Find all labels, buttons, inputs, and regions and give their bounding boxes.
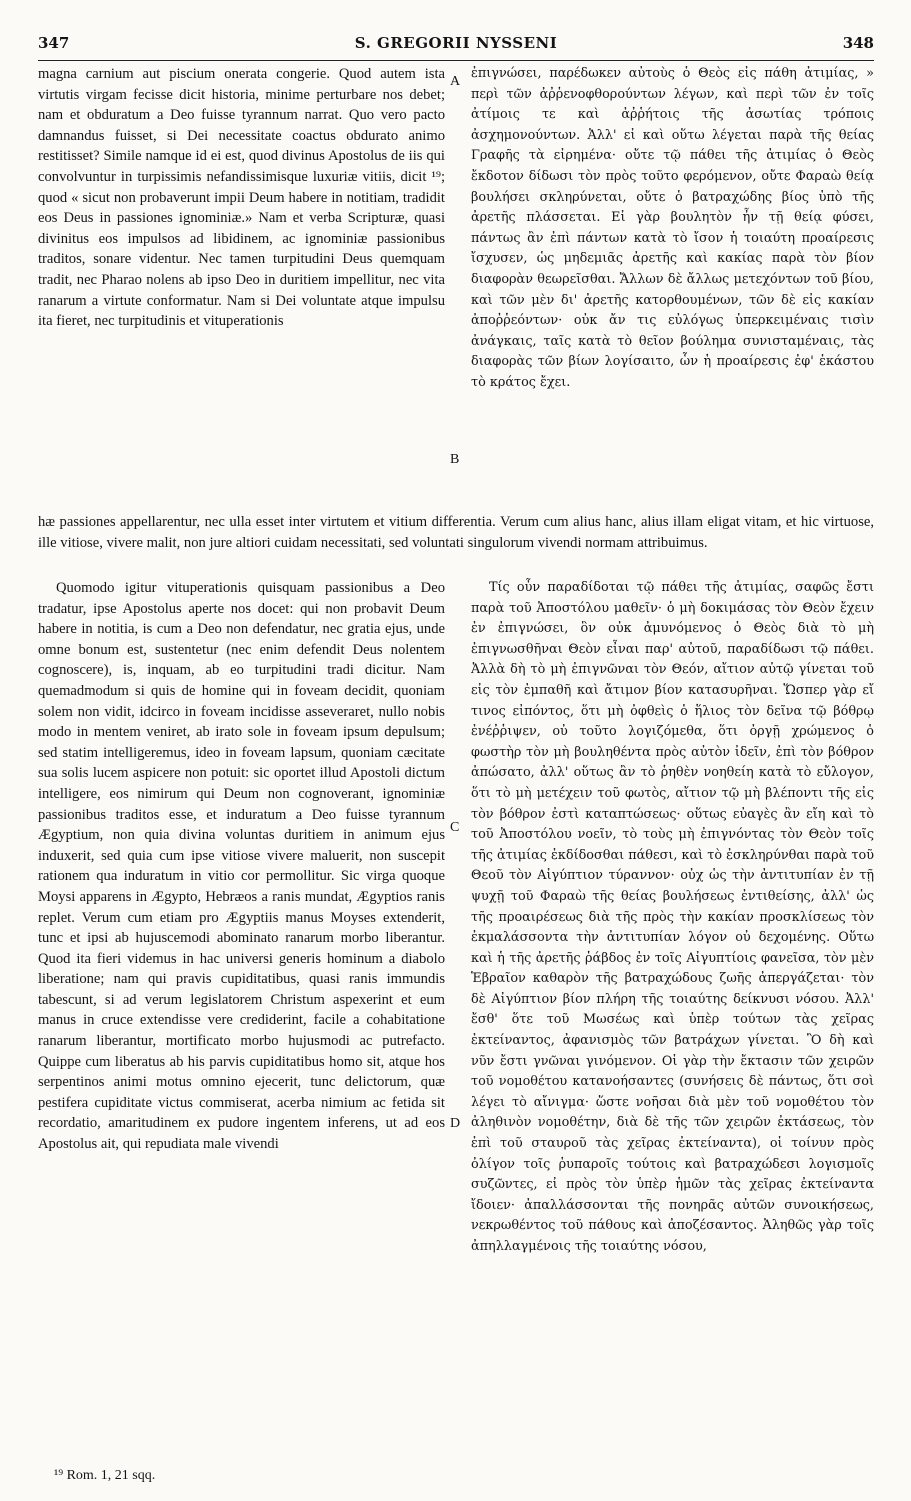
left-page-number: 347 <box>38 34 70 52</box>
header-rule <box>38 60 874 61</box>
margin-mark-a: A <box>450 74 461 89</box>
latin-column-top <box>38 64 445 494</box>
footnote: ¹⁹ Rom. 1, 21 sqq. <box>54 1468 156 1483</box>
greek-paragraph: ἐπιγνώσει, παρέδωκεν αὐτοὺς ὁ Θεὸς εἰς πάθη ἀτιμίας, » περὶ τῶν ἀῤῥενοφθορούντων λέγων, καὶ περὶ τῶν ἐν τοῖς ἀτίμοις τε καὶ ἀῤῥήτοις τῆς ἀσωτίας τρόποις ἀσχημονούντων. Ἀλλ' εἰ καὶ οὕτω λέγεται παρὰ τῆς θείας Γραφῆς τὰ εἰρημένα· οὔτε τῷ πάθει τῆς ἀτιμίας ὁ Θεὸς ἔκδοτον δίδωσι τὸν πρὸς τοῦτο φερόμενον, οὔτε Φαραὼ θείᾳ βουλήσει σκληρύνεται, οὔτε ὁ βατραχώδης βίος ὑπὸ τῆς ἀρετῆς πλάσσεται. Εἰ γὰρ βουλητὸν ἦν τῇ θείᾳ φύσει, πάντως ἂν ἐπὶ πάντων κατὰ τὸ ἴσον ἡ τοιαύτη προαίρεσις ἴσχυσεν, ὡς μηδεμιᾶς ἀρετῆς καὶ κακίας παρὰ τὸν βίον διαφορὰν θεωρεῖσθαι. Ἄλλων δὲ ἄλλως μετεχόντων τοῦ βίου, καὶ τῶν μὲν δι' ἀρετῆς κατορθουμένων, τῶν δὲ εἰς κακίαν ἀποῤῥεόντων· οὐκ ἄν τις εὐλόγως ὑπερκειμέναις τισὶν ἀνάγκαις, ταῖς κατὰ τὸ θεῖον βούλημα συνισταμέναις, τὰς διαφορὰς τῶν βίων λογίσαιτο, ὧν ἡ προαίρεσις ἐφ' ἑκάστου τὸ κράτος ἔχει. <box>471 66 874 390</box>
margin-mark-d: D <box>450 1116 461 1131</box>
greek-column-bottom <box>471 578 874 1458</box>
latin-paragraph: hæ passiones appellarentur, nec ulla esset inter virtutem et vitium differentia. Verum cum alius hanc, alius illam eligat vitam, et hic virtuose, ille vitiose, vivere malit, non jure altiori cuidam necessitati, sed voluntati singulorum vivendi normam attribuimus. <box>38 514 874 551</box>
margin-mark-c: C <box>450 820 460 835</box>
margin-mark-b: B <box>450 452 460 467</box>
running-header <box>38 30 874 60</box>
latin-full-width-text <box>38 512 874 576</box>
latin-paragraph: Quomodo igitur vituperationis quisquam passionibus a Deo tradatur, ipse Apostolus aperte nos docet: qui non probavit Deum habere in notitia, is cum a Deo non defendatur, nec gratia ejus, unde omne bonum est, sustentetur (nec enim defendit Deus nolentem cognoscere), is, inquam, ab eo turpitudini tradi dicitur. Nam quemadmodum si quis de homine qui in foveam decidit, quoniam solem non vidit, idcirco in foveam incidisse asseveraret, nullo nobis modo in mentem veniret, ab irato sole in foveam ipsum depulsum; sed statim intelligeremus, ideo in foveam lapsum, quoniam cæcitate sua solis lucem aspicere non potuit: sic oportet illud Apostoli dictum intelligere, eos nimirum qui Deum non cognoverant, ignominiæ passionibus traditos esse, et induratum a Deo fuisse tyrannum Ægyptium, non quia divina voluntas duritiem in animum ejus induxerit, sed quia cum ipse vitiose vivere maluerit, non suscepit rationem qua induratum in vitio cor permollitur. Sic virga quoque Moysi apparens in Ægypto, Hebræos a ranis mundat, Ægyptios ranis replet. Verum cum etiam pro Ægyptiis manus Moyses extenderit, tunc et ipsi ab hujuscemodi abominato ranarum morbo liberantur. Quod ita fieri videmus in hac universi generis hominum a diabolo liberatione; nam qui pravis cupiditatibus, quasi ranis immundis tabescunt, si ad verum legislatorem Christum aspexerint et eum manus in cruce extendisse vere crediderint, facile a cohabitatione ranarum liberantur, mortificato morbo hujusmodi ac putrefacto. Quippe cum liberatus ab his parvis cupiditatibus homo sit, atque hos serpentinos animi motus omnino ejecerit, tunc delictorum, quæ pestifera cupiditate victus commiserat, acerba nimium ac fetida sit recordatio, amaritudinem ex pudore ingentem inferens, ut ad eos Apostolus ait, qui repudiata male vivendi <box>38 580 445 1153</box>
latin-column-bottom <box>38 578 445 1458</box>
greek-column-top <box>471 64 874 494</box>
book-page <box>38 30 874 1483</box>
running-title: S. GREGORII NYSSENI <box>354 34 558 52</box>
greek-paragraph: Τίς οὖν παραδίδοται τῷ πάθει τῆς ἀτιμίας, σαφῶς ἔστι παρὰ τοῦ Ἀποστόλου μαθεῖν· ὁ μὴ δοκιμάσας τὸν Θεὸν ἔχειν ἐν ἐπιγνώσει, ὃν οὐκ ἀμυνόμενος ὁ Θεὸς διὰ τὸ μὴ ἐπιγνωσθῆναι Θεὸν εἶναι παρ' αὐτοῦ, παραδίδωσι τῷ πάθει. Ἀλλὰ δὴ τὸ μὴ ἐπιγνῶναι τὸν Θεόν, αἴτιον αὐτῷ γίνεται τοῦ εἰς τὸν ἐμπαθῆ καὶ ἄτιμον βίον κατασυρῆναι. Ὥσπερ γὰρ εἴ τινος εἰπόντος, ὅτι μὴ ὀφθεὶς ὁ ἥλιος τὸν δεῖνα τῷ βόθρῳ ἐνέῤῥιψεν, οὐ τοῦτο λογιζόμεθα, ὅτι ὀργῇ χρώμενος ὁ φωστὴρ τὸν μὴ βουληθέντα πρὸς αὐτὸν ἰδεῖν, ἐπὶ τὸν βόθρον ἀπώσατο, ἀλλ' οὕτως ἂν τὸ ῥηθὲν νοηθείη κατὰ τὸ εὔλογον, ὅτι τὸ μὴ μετέχειν τοῦ φωτὸς, αἴτιον τῷ μὴ βλέποντι τῆς εἰς τὸν βόθρον ἐστὶ καταπτώσεως· οὕτως εὐαγὲς ἂν εἴη καὶ τὸ τοῦ Ἀποστόλου νοεῖν, τὸ τοὺς μὴ ἐπιγνόντας τὸν Θεὸν τοῖς τῆς ἀτιμίας ἐκδίδοσθαι πάθεσι, καὶ τὸ ἐσκληρύνθαι παρὰ τοῦ Θεοῦ τὸν Αἰγύπτιον τύραννον· οὐχ ὡς τὴν ἀντιτυπίαν ἐν τῇ ψυχῇ τοῦ Φαραὼ τῆς θείας βουλήσεως ἐντιθείσης, ἀλλ' ὡς τῆς προαιρέσεως διὰ τῆς πρὸς τὴν κακίαν προσκλίσεως τὸν ἐκμαλάσσοντα τὴν ἀντιτυπίαν λόγον οὐ δεχομένης. Οὕτω καὶ ἡ τῆς ἀρετῆς ῥάβδος ἐν τοῖς Αἰγυπτίοις φανεῖσα, τὸν μὲν Ἑβραῖον καθαρὸν τῆς βατραχώδους ζωῆς ἀπεργάζεται· τὸν δὲ Αἰγύπτιον βίον πλήρη τῆς τοιαύτης δείκνυσι νόσου. Ἀλλ' ἔσθ' ὅτε τοῦ Μωσέως καὶ ὑπὲρ τούτων τὰς χεῖρας ἐκτείναντος, ἀφανισμὸς τῶν βατράχων γίνεται. Ὃ δὴ καὶ νῦν ἔστι γνῶναι γινόμενον. Οἱ γὰρ τὴν ἔκτασιν τῶν χειρῶν τοῦ νομοθέτου κατανοήσαντες (συνήσεις δὲ πάντως, ὅτι σοὶ λέγει τὸ αἴνιγμα· ὥστε νοῆσαι διὰ μὲν τοῦ νομοθέτου τὸν ἀληθινὸν νομοθέτην, διὰ δὲ τῆς τῶν χειρῶν ἐκτάσεως, τὸν ἐπὶ τοῦ σταυροῦ τὰς χεῖρας ἐκτείναντα), οἱ τοίνυν πρὸς ὀλίγον τοῖς ῥυπαροῖς τούτοις καὶ βατραχώδεσι λογισμοῖς συζῶντες, εἰ πρὸς τὸν ὑπὲρ ἡμῶν τὰς χεῖρας ἐκτείναντα ἴδοιεν· ἀπαλλάσσονται τῆς πονηρᾶς αὐτῶν συνοικήσεως, νεκρωθέντος τοῦ πάθους καὶ ἀποζέσαντος. Ἀληθῶς γὰρ τοῖς ἀπηλλαγμένοις τῆς τοιαύτης νόσου, <box>471 580 874 1254</box>
right-page-number: 348 <box>842 34 874 52</box>
latin-paragraph: magna carnium aut piscium onerata congerie. Quod autem ista virtutis virgam fecisse dicit historia, minime perturbare nos debet; nam et obduratum a Deo fuisse tyrannum narrat. Quo vero pacto damnandus fuisset, si Dei necessitate coactus obdurato animo restitisset? Simile namque id ei est, quod divinus Apostolus de iis qui convolvuntur in turpissimis nefandissimisque luxuriæ vitiis, dicit ¹⁹; quod « sicut non probaverunt impii Deum habere in notitiam, tradidit eos Deus in passiones ignominiæ.» Nam et verba Scripturæ, quasi divinitus eos impulsos ad libidinem, ac ignominiæ passionibus traditos, sonare videntur. Nec tamen turpitudini Deus quemquam tradit, nec Pharao nolens ab ipso Deo in duritiem impellitur, nec vita ranarum a virtute conformatur. Nam si Dei voluntate atque impulsu ita fieret, nec turpitudinis et vituperationis <box>38 66 445 330</box>
